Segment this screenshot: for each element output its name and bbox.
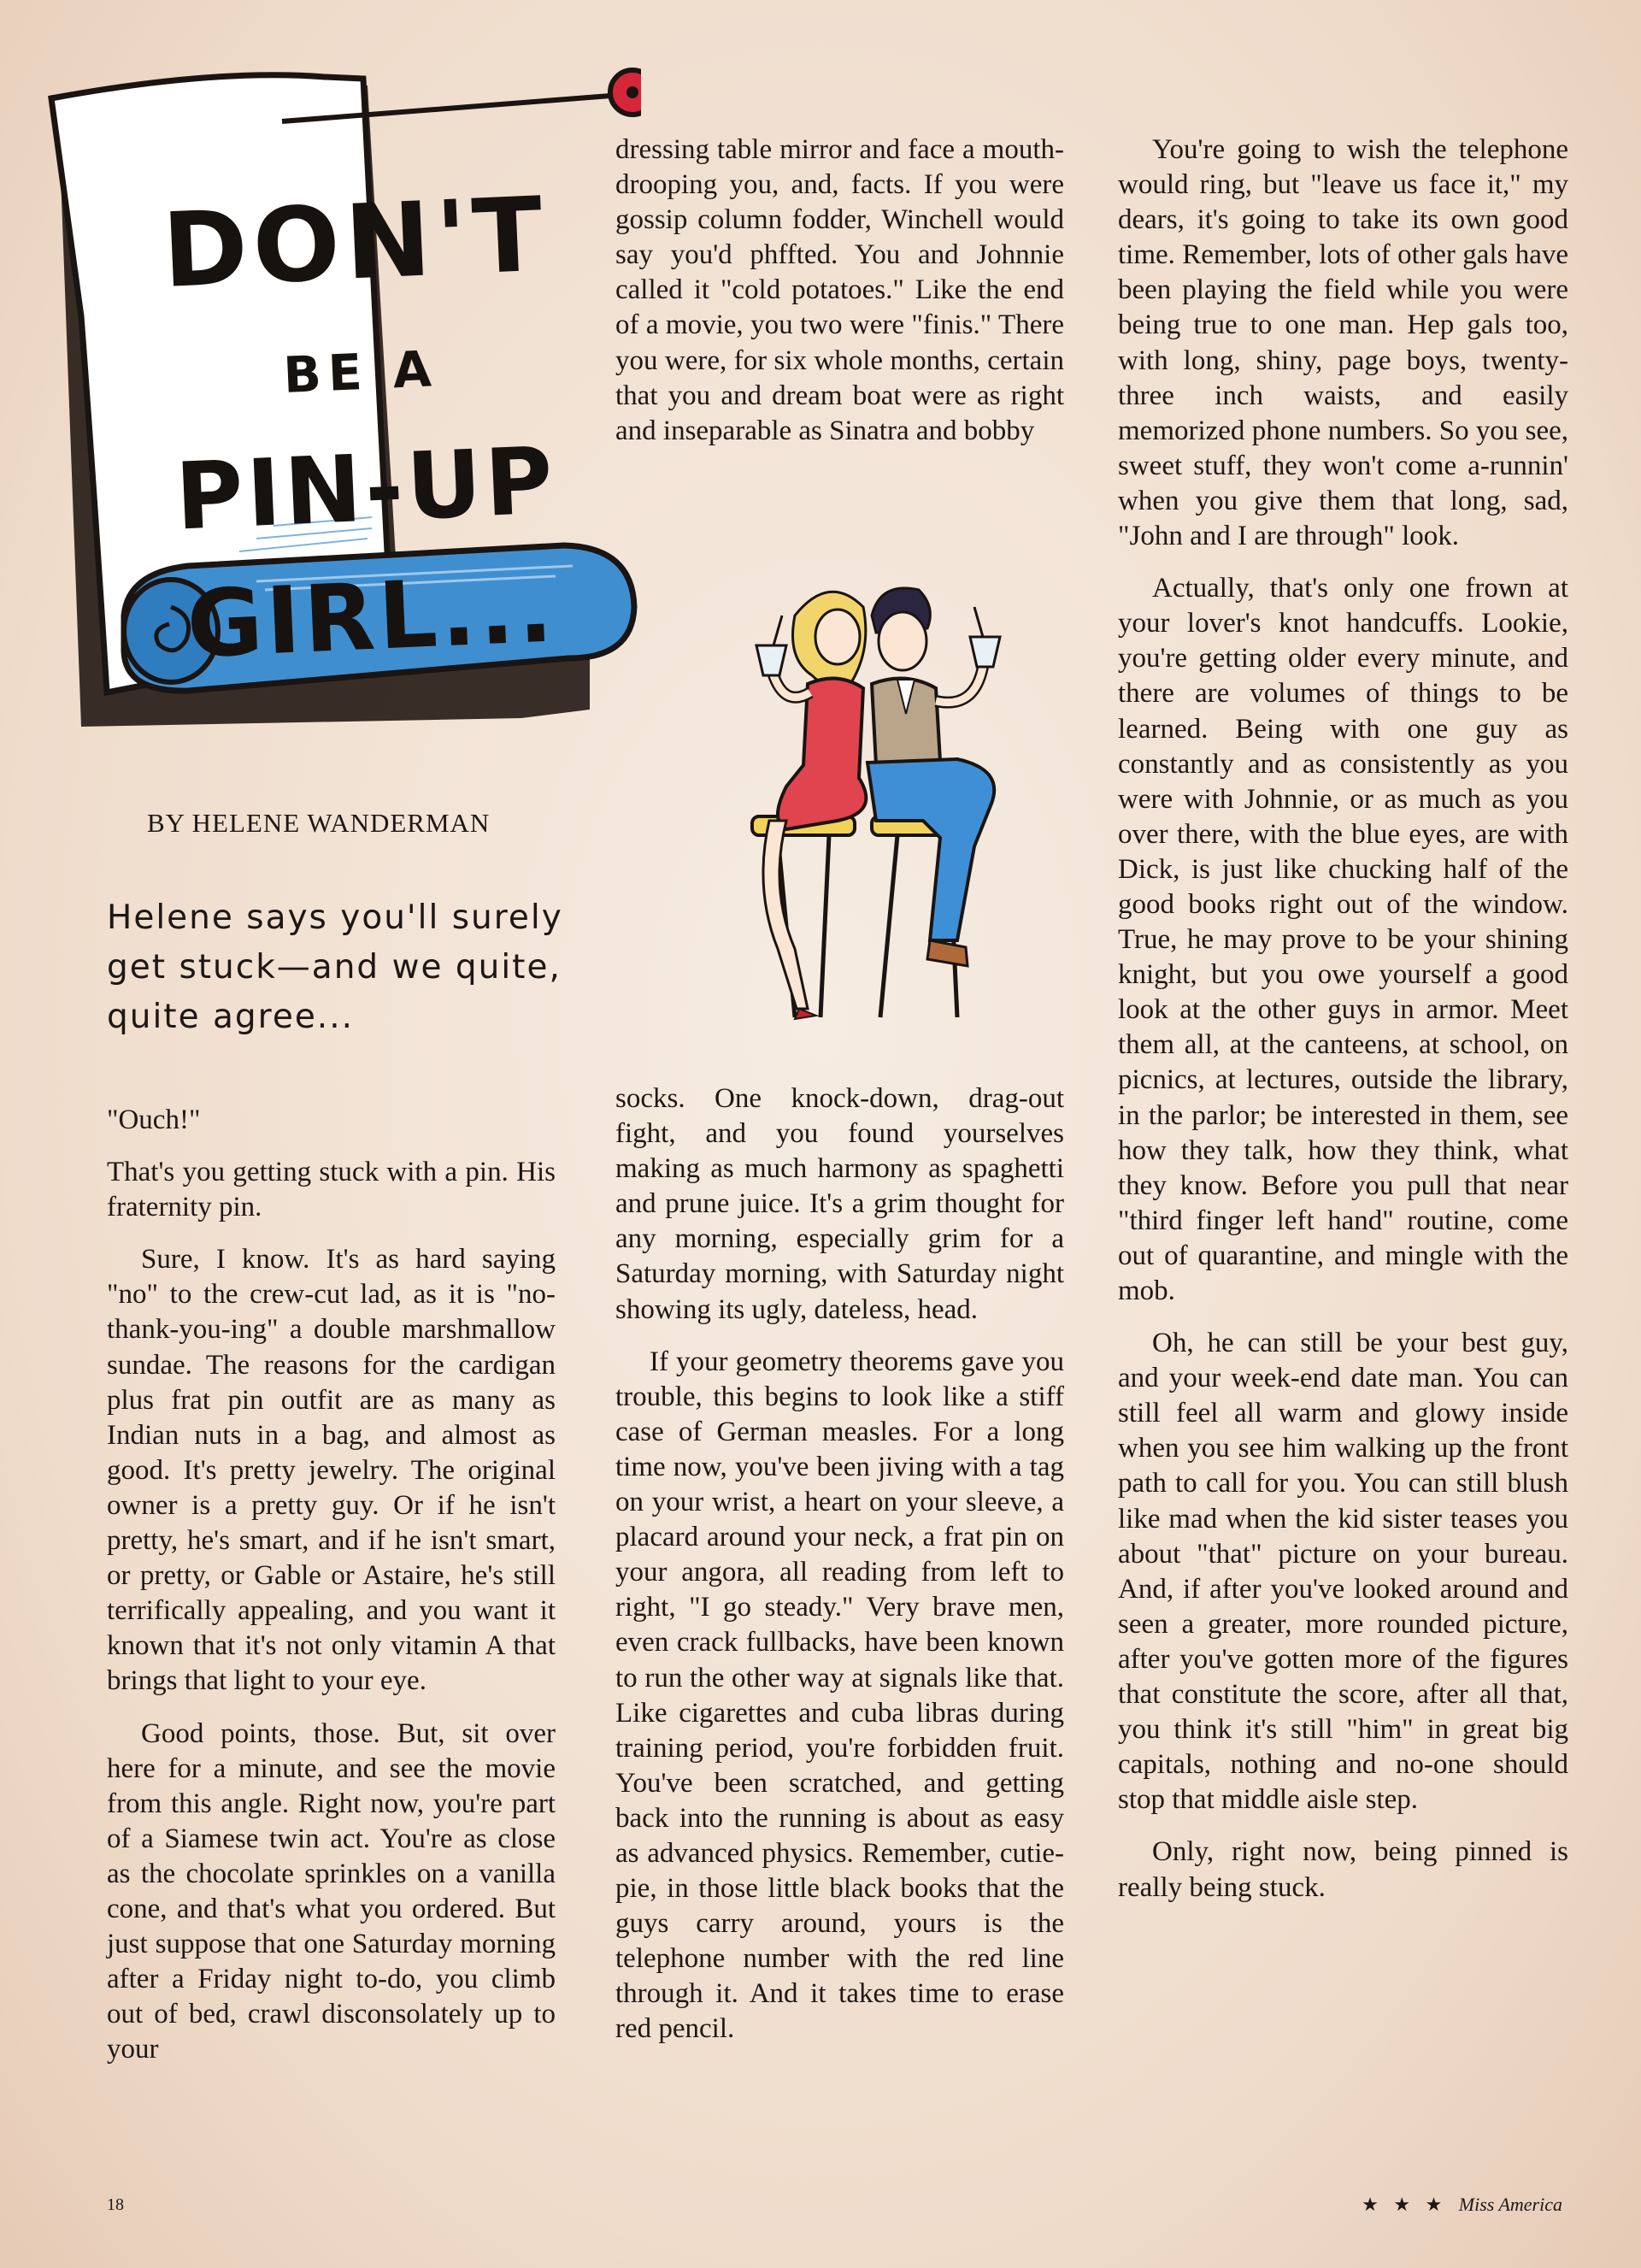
title-line-2: BE A [282, 339, 439, 404]
couple-illustration [701, 564, 1043, 1043]
star-icon: ★ ★ ★ [1362, 2194, 1448, 2215]
column-2-bottom [615, 1081, 1064, 2065]
byline: BY HELENE WANDERMAN [147, 808, 491, 838]
paragraph: Good points, those. But, sit over here for a minute, and see the movie from this angle. Right now, you're part of a Siamese twin act. You're as close as the chocolate sprinkles on a vanilla cone, and that's what you ordered. But just suppose that one Saturday morning after a Friday night to-do, you climb out of bed, crawl disconsolately up to your [107, 1717, 556, 2065]
magazine-footer [1362, 2194, 1562, 2216]
title-line-1: DON'T [160, 175, 550, 311]
title-scroll-sign [43, 60, 641, 769]
article-dek: Helene says you'll surely get stuck—and we quite, quite agree... [107, 898, 563, 1036]
title-line-3: PIN-UP [173, 427, 559, 551]
paragraph: socks. One knock-down, drag-out fight, and you found yourselves making as much harmony as spaghetti and prune juice. It's a grim thought for any morning, especially grim for a Saturday morning, with Saturday night showing its ugly, dateless, head. [615, 1083, 1064, 1325]
paragraph: You're going to wish the telephone would ring, but "leave us face it," my dears, it's going to take its own good time. Remember, lots of other gals have been playing the field while you were being true to one man. Hep gals too, with long, shiny, page boys, twenty-three inch waists, and easily memorized phone numbers. So you see, sweet stuff, they won't come a-runnin' when you give them that long, sad, "John and I are through" look. [1118, 134, 1568, 552]
paragraph: Actually, that's only one frown at your lover's knot handcuffs. Lookie, you're getting older every minute, and there are volumes of things to be learned. Being with one guy as constantly and as consistently as you were with Johnnie, or as much as you over there, with the blue eyes, are with Dick, is just like chucking half of the good books right out of the window. True, he may prove to be your shining knight, but you owe yourself a good look at the other guys in armor. Meet them all, at the canteens, at school, on picnics, at lectures, outside the library, in the parlor; be interested in them, see how they talk, how they think, what they know. Before you pull that near "third finger left hand" routine, come out of quarantine, and mingle with the mob. [1118, 573, 1568, 1306]
paragraph: Oh, he can still be your best guy, and your week-end date man. You can still feel all warm and glowy inside when you see him walking up the front path to call for you. You can still blush like mad when the kid sister teases you about "that" picture on your bureau. And, if after you've looked around and seen a greater, more rounded picture, after you've gotten more of the figures that constitute the score, after all that, you think it's still "him" in great big capitals, nothing and no-one should stop that middle aisle step. [1118, 1328, 1568, 1816]
page-number: 18 [107, 2195, 124, 2214]
paragraph: Sure, I know. It's as hard saying "no" to the crew-cut lad, as it is "no-thank-you-ing" a double marshmallow sundae. The reasons for the cardigan plus frat pin outfit are as many as Indian nuts in a bag, and almost as good. It's pretty jewelry. The original owner is a pretty guy. Or if he isn't pretty, he's smart, and if he isn't smart, or pretty, or Gable or Astaire, he's still terrifically appealing, and you want it known that it's not only vitamin A that brings that light to your eye. [107, 1244, 556, 1697]
paragraph: That's you getting stuck with a pin. His fraternity pin. [107, 1157, 556, 1223]
paragraph: Only, right now, being pinned is really being stuck. [1118, 1836, 1568, 1903]
column-2-top [615, 133, 1064, 466]
paragraph: "Ouch!" [107, 1105, 201, 1135]
column-1 [107, 1103, 556, 2084]
couple-on-stools-image [701, 564, 1043, 1043]
article-title [114, 175, 613, 681]
paragraph: If your geometry theorems gave you trouble, this begins to look like a stiff case of German measles. For a long time now, you've been jiving with a tag on your wrist, a heart on your sleeve, a placard around your neck, a frat pin on your angora, all reading from left to right, "I go steady." Very brave men, even crack fullbacks, have been known to run the other way at signals like that. Like cigarettes and cuba libras during training period, you're forbidden fruit. You've been scratched, and getting back into the running is about as easy as advanced physics. Remember, cutie-pie, in those little black books that the guys carry around, yours is the telephone number with the red line through it. And it takes time to erase red pencil. [615, 1346, 1064, 2045]
magazine-name: Miss America [1458, 2194, 1562, 2215]
column-3 [1118, 133, 1568, 1923]
title-line-4: GIRL... [185, 556, 559, 680]
paragraph: dressing table mirror and face a mouth-drooping you, and, facts. If you were gossip column fodder, Winchell would say you'd phffted. You and Johnnie called it "cold potatoes." Like the end of a movie, you two were "finis." There you were, for six whole months, certain that you and dream boat were as right and inseparable as Sinatra and bobby [615, 134, 1064, 446]
